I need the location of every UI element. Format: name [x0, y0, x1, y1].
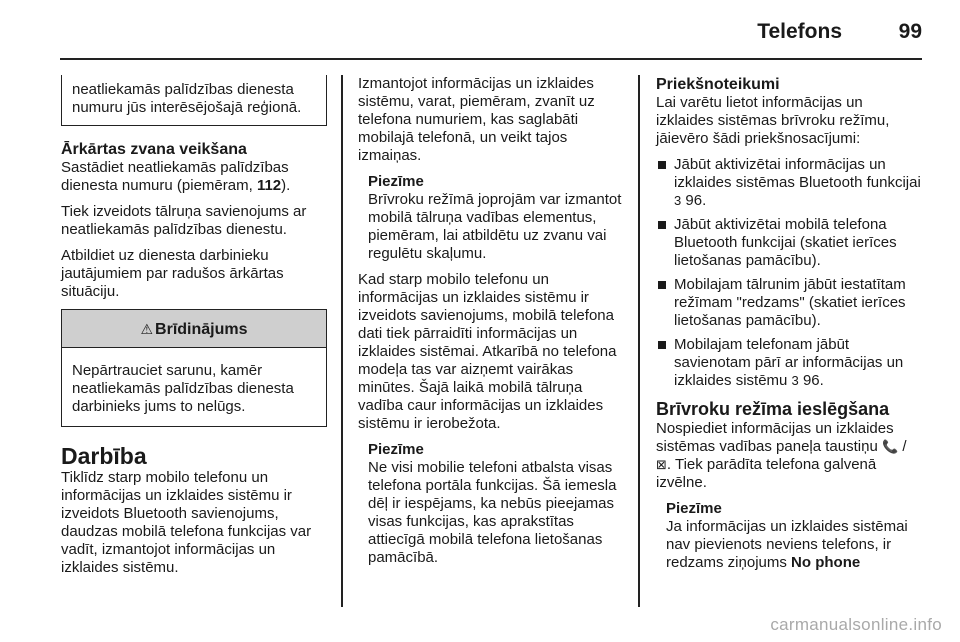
page-title: Telefons	[757, 20, 842, 43]
slash-text: /	[898, 438, 907, 455]
page-ref-icon: 3	[791, 373, 799, 388]
note-3-title: Piezīme	[666, 500, 722, 517]
note-2	[368, 441, 624, 567]
handsfree-heading: Brīvroku režīma ieslēgšana	[656, 399, 890, 419]
prereq-list	[656, 156, 924, 390]
column-divider-1	[341, 75, 343, 607]
list-item	[656, 216, 924, 270]
warning-body: Nepārtrauciet sarunu, kamēr neatliekamās palīdzības dienesta darbinieks jums to nelūgs.	[72, 362, 294, 415]
page-ref-icon: 3	[674, 193, 682, 208]
column-2	[358, 75, 624, 575]
emergency-text-end: ).	[281, 177, 291, 194]
handsfree-paragraph	[656, 420, 924, 492]
operation-paragraph: Tiklīdz starp mobilo telefonu un informācijas un izklaides sistēmu ir izveidots Bluetooth savienojums, daudzas mobilā telefona funkcijas var vadīt, izmantojot informācijas un izklaides sistēmu.	[61, 469, 312, 576]
note-3-body: Ja informācijas un izklaides sistēmai nav pievienots neviens telefons, ir redzams ziņojums	[666, 518, 908, 571]
prereq-intro: Lai varētu lietot informācijas un izklaides sistēmas brīvroku režīmu, jāievēro šādi priekšnosacījumi:	[656, 94, 890, 147]
bullet-1-text: Jābūt aktivizētai informācijas un izklaides sistēmas Bluetooth funkcijai	[674, 156, 921, 191]
intro-box	[61, 75, 327, 126]
emergency-number: 112	[256, 177, 282, 194]
header-divider	[60, 58, 922, 60]
intro-box-text: neatliekamās palīdzības dienesta numuru jūs interēsējošajā reģionā.	[72, 81, 302, 116]
phone-icon: 📞	[881, 439, 899, 454]
column-divider-2	[638, 75, 640, 607]
list-item	[656, 336, 924, 390]
handsfree-text: Nospiediet informācijas un izklaides sistēmas vadības paneļa taustiņu	[656, 420, 894, 455]
operation-heading: Darbība	[61, 443, 147, 469]
emergency-paragraph-1	[61, 159, 327, 195]
emergency-paragraph-3: Atbildiet uz dienesta darbinieku jautājumiem par radušos ārkārtas situāciju.	[61, 247, 284, 300]
list-item	[656, 276, 924, 330]
bullet-3-text: Mobilajam tālrunim jābūt iestatītam režīmam "redzams" (skatiet ierīces lietošanas pamācību).	[674, 276, 906, 329]
warning-icon: ⚠	[140, 321, 154, 337]
note-1	[368, 173, 624, 263]
emergency-paragraph-2: Tiek izveidots tālruņa savienojums ar neatliekamās palīdzības dienestu.	[61, 203, 307, 238]
bullet-1-page: 96.	[685, 192, 707, 209]
no-phone-label: No phone	[791, 554, 861, 571]
prereq-heading: Priekšnoteikumi	[656, 76, 780, 93]
page-number: 99	[898, 20, 922, 43]
note-3-text	[666, 518, 924, 572]
note-1-title: Piezīme	[368, 173, 424, 190]
warning-title: Brīdinājums	[155, 321, 248, 338]
list-item	[656, 156, 924, 210]
bullet-4-page: 96.	[802, 372, 824, 389]
watermark: carmanualsonline.info	[770, 615, 942, 634]
bullet-4-text: Mobilajam telefonam jābūt savienotam pārī ar informācijas un izklaides sistēmu	[674, 336, 904, 389]
col2-paragraph-2: Kad starp mobilo telefonu un informācijas un izklaides sistēmu ir izveidots savienojums, mobilā telefona dati tiek pārraidīti informācijas un izklaides sistēmai. Atkarībā no telefona modeļa tas var aizņemt vairākas minūtes. Šajā laikā mobilā tālruņa vadība caur informācijas un izklaides sistēmu ir ierobežota.	[358, 271, 617, 432]
note-2-title: Piezīme	[368, 441, 424, 458]
note-2-text: Ne visi mobilie telefoni atbalsta visas telefona portāla funkcijas. Šā iemesla dēļ ir iespējams, ka nebūs pieejamas visas funkcijas, kas aprakstītas attiecīgā mobilā telefona lietošanas pamācībā.	[368, 459, 617, 566]
column-3	[656, 75, 924, 580]
emergency-heading: Ārkārtas zvana veikšana	[61, 141, 247, 158]
column-1	[61, 75, 327, 585]
note-1-text: Brīvroku režīmā joprojām var izmantot mobilā tālruņa vadības elementus, piemēram, lai atbildētu uz zvanu vai regulētu skaļumu.	[368, 191, 622, 262]
handsfree-text-end: . Tiek parādīta telefona galvenā izvēlne.	[656, 456, 877, 491]
warning-box	[61, 309, 327, 427]
emergency-text: Sastādiet neatliekamās palīdzības dienesta numuru (piemēram,	[61, 159, 289, 194]
col2-paragraph-1: Izmantojot informācijas un izklaides sistēmu, varat, piemēram, zvanīt uz telefona numuriem, kas saglabāti mobilajā telefonā, un veikt tajos izmaiņas.	[358, 75, 595, 164]
warning-header	[62, 310, 326, 348]
page-header	[0, 0, 960, 60]
note-3	[666, 500, 924, 572]
bullet-2-text: Jābūt aktivizētai mobilā telefona Bluetooth funkcijai (skatiet ierīces lietošanas pamācību).	[674, 216, 897, 269]
phone-end-icon: ⊠	[656, 457, 667, 472]
